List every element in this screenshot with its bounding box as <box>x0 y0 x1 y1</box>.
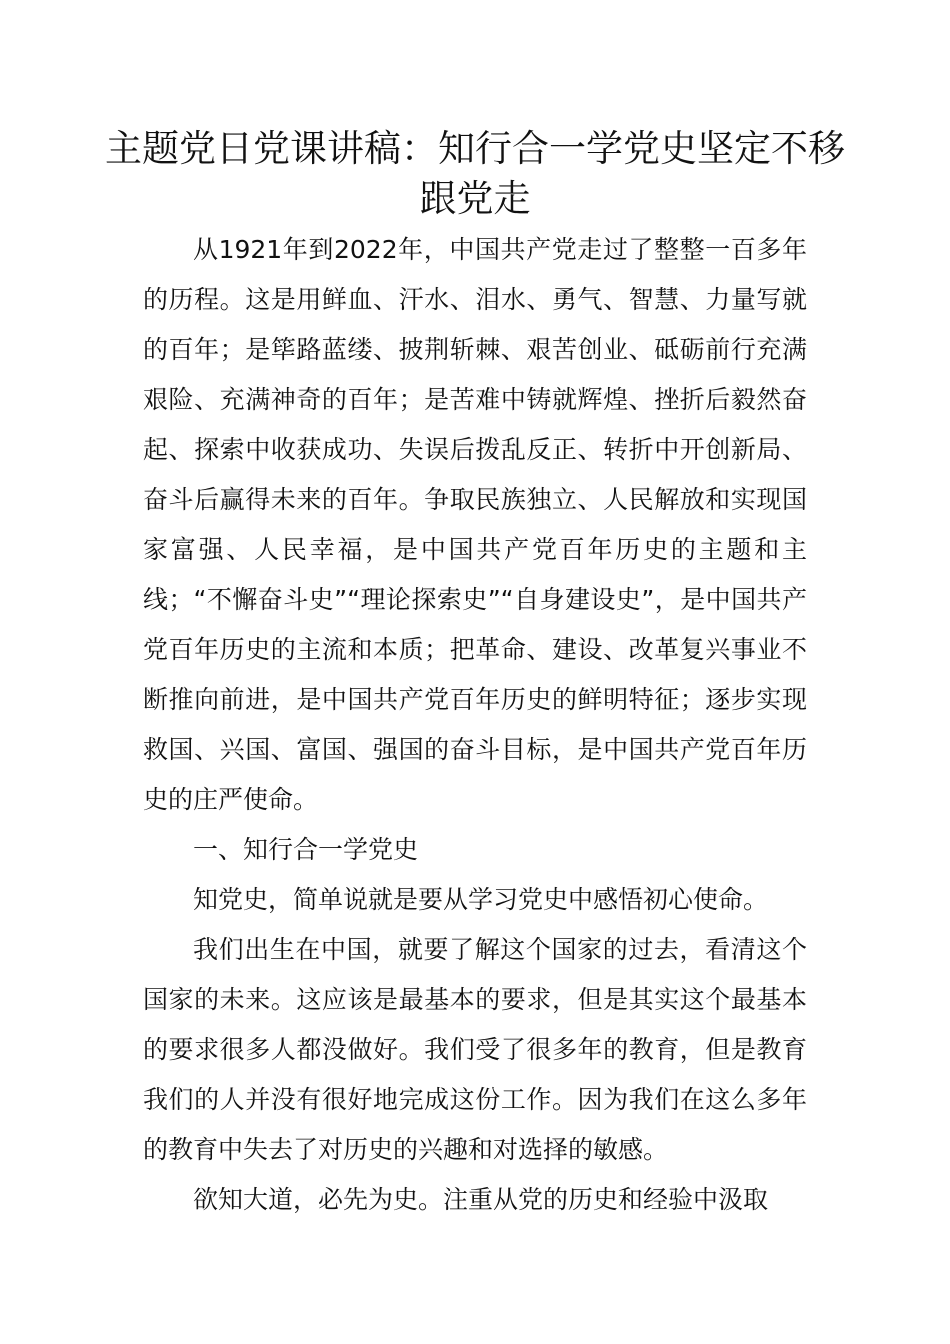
document-body <box>143 225 807 1225</box>
document-title: 主题党日党课讲稿：知行合一学党史坚定不移跟党走 <box>105 127 845 220</box>
section-heading-1: 一、知行合一学党史 <box>193 835 419 864</box>
paragraph-intro: 从1921年到2022年，中国共产党走过了整整一百多年的历程。这是用鲜血、汗水、泪水、勇气、智慧、力量写就的百年；是筚路蓝缕、披荆斩棘、艰苦创业、砥砺前行充满艰险、充满神奇的百年；是苦难中铸就辉煌、挫折后毅然奋起、探索中收获成功、失误后拨乱反正、转折中开创新局、奋斗后赢得未来的百年。争取民族独立、人民解放和实现国家富强、人民幸福，是中国共产党百年历史的主题和主线；“不懈奋斗史”“理论探索史”“自身建设史”，是中国共产党百年历史的主流和本质；把革命、建设、改革复兴事业不断推向前进，是中国共产党百年历史的鲜明特征；逐步实现救国、兴国、富国、强国的奋斗目标，是中国共产党百年历史的庄严使命。 <box>143 235 807 814</box>
paragraph: 我们出生在中国，就要了解这个国家的过去，看清这个国家的未来。这应该是最基本的要求，但是其实这个最基本的要求很多人都没做好。我们受了很多年的教育，但是教育我们的人并没有很好地完成这份工作。因为我们在这么多年的教育中失去了对历史的兴趣和对选择的敏感。 <box>143 935 807 1164</box>
paragraph: 欲知大道，必先为史。注重从党的历史和经验中汲取 <box>193 1185 769 1214</box>
paragraph: 知党史，简单说就是要从学习党史中感悟初心使命。 <box>193 885 769 914</box>
